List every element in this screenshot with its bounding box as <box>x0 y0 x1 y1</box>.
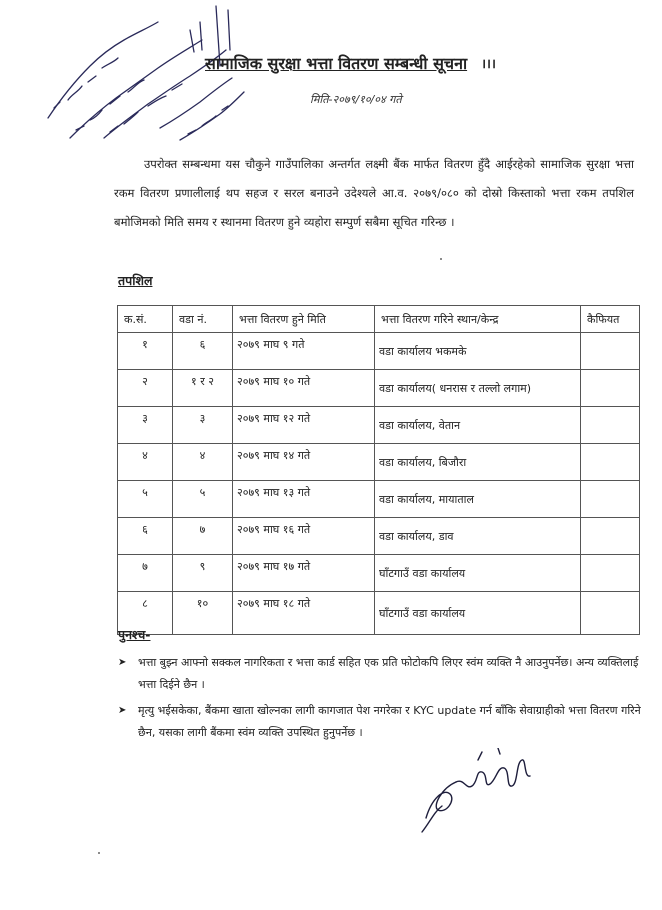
cell-sn: ३ <box>118 407 173 444</box>
notice-title <box>205 50 565 76</box>
notice-title-suffix: ।।। <box>481 57 496 72</box>
cell-sn: ४ <box>118 444 173 481</box>
cell-ward: ९ <box>173 555 233 592</box>
table-row <box>118 333 640 370</box>
distribution-schedule-table <box>117 305 640 635</box>
table-row <box>118 481 640 518</box>
cell-remarks <box>581 481 640 518</box>
table-row <box>118 518 640 555</box>
cell-sn: ६ <box>118 518 173 555</box>
cell-date: २०७९ माघ १० गते <box>233 370 375 407</box>
header-sn: क.सं. <box>118 306 173 333</box>
cell-place: वडा कार्यालय, बिजौरा <box>375 444 581 481</box>
header-remarks: कैफियत <box>581 306 640 333</box>
signature <box>420 748 540 838</box>
cell-place: वडा कार्यालय( धनरास र तल्लो लगाम) <box>375 370 581 407</box>
notice-title-text: सामाजिक सुरक्षा भत्ता वितरण सम्बन्धी सूचना <box>205 54 468 73</box>
cell-ward: ६ <box>173 333 233 370</box>
cell-remarks <box>581 333 640 370</box>
table-row <box>118 592 640 635</box>
cell-ward: ३ <box>173 407 233 444</box>
intro-text: उपरोक्त सम्बन्धमा यस चौकुने गाउँपालिका अन्तर्गत लक्ष्मी बैंक मार्फत वितरण हुँदै आईरहेको सामाजिक सुरक्षा भत्ता रकम वितरण प्रणालीलाई थप सहज र सरल बनाउने उदेश्यले आ.व. २०७९/०८० को दोस्रो किस्ताको भत्ता रकम तपशिल बमोजिमको मिति समय र स्थानमा वितरण हुने व्यहोरा सम्पुर्ण सबैमा सूचित गरिन्छ । <box>114 157 634 229</box>
cell-ward: ४ <box>173 444 233 481</box>
table-row <box>118 444 640 481</box>
cell-remarks <box>581 444 640 481</box>
table-row <box>118 407 640 444</box>
cell-remarks <box>581 592 640 635</box>
cell-place: वडा कार्यालय, मायाताल <box>375 481 581 518</box>
note-text: भत्ता बुझ्न आफ्नो सक्कल नागरिकता र भत्ता कार्ड सहित एक प्रति फोटोकपि लिएर स्वंम व्यक्ति नै आउनुपर्नेछ। अन्य व्यक्तिलाई भत्ता दिईने छैन । <box>138 656 639 691</box>
cell-date: २०७९ माघ १६ गते <box>233 518 375 555</box>
cell-ward: ७ <box>173 518 233 555</box>
list-item <box>118 652 643 696</box>
header-place: भत्ता वितरण गरिने स्थान/केन्द्र <box>375 306 581 333</box>
cell-remarks <box>581 370 640 407</box>
cell-place: घाँटगाउँ वडा कार्यालय <box>375 555 581 592</box>
cell-place: वडा कार्यालय, डाव <box>375 518 581 555</box>
list-item <box>118 700 643 744</box>
notice-date: मिति-२०७९/१०/०४ गते <box>310 93 402 106</box>
cell-ward: ५ <box>173 481 233 518</box>
cell-remarks <box>581 555 640 592</box>
cell-place: वडा कार्यालय, वेतान <box>375 407 581 444</box>
cell-sn: ७ <box>118 555 173 592</box>
cell-sn: १ <box>118 333 173 370</box>
header-ward: वडा नं. <box>173 306 233 333</box>
cell-sn: २ <box>118 370 173 407</box>
postscript-notes <box>118 652 643 748</box>
cell-date: २०७९ माघ १८ गते <box>233 592 375 635</box>
table-row <box>118 555 640 592</box>
cell-sn: ५ <box>118 481 173 518</box>
cell-date: २०७९ माघ १२ गते <box>233 407 375 444</box>
cell-place: घाँटगाउँ वडा कार्यालय <box>375 592 581 635</box>
note-text: मृत्यु भईसकेका, बैंकमा खाता खोल्नका लागी कागजात पेश नगरेका र KYC update गर्न बाँकि सेवाग्राहीको भत्ता वितरण गरिने छैन, यसका लागी बैंकमा स्वंम व्यक्ति उपस्थित हुनुपर्नेछ । <box>138 704 641 739</box>
table-row <box>118 370 640 407</box>
cell-ward: १ र २ <box>173 370 233 407</box>
table-header-row <box>118 306 640 333</box>
notice-intro-paragraph <box>114 150 634 237</box>
postscript-label: पुनश्च- <box>118 627 151 642</box>
header-date: भत्ता वितरण हुने मिति <box>233 306 375 333</box>
arrow-bullet-icon: ➤ <box>118 705 127 716</box>
cell-date: २०७९ माघ १३ गते <box>233 481 375 518</box>
cell-sn: ८ <box>118 592 173 635</box>
cell-place: वडा कार्यालय भकमके <box>375 333 581 370</box>
cell-ward: १० <box>173 592 233 635</box>
arrow-bullet-icon: ➤ <box>118 657 127 668</box>
cell-remarks <box>581 518 640 555</box>
cell-date: २०७९ माघ १४ गते <box>233 444 375 481</box>
scan-speck <box>98 852 100 854</box>
scan-speck <box>440 258 442 260</box>
cell-remarks <box>581 407 640 444</box>
cell-date: २०७९ माघ ९ गते <box>233 333 375 370</box>
schedule-label: तपशिल <box>118 273 153 288</box>
cell-date: २०७९ माघ १७ गते <box>233 555 375 592</box>
